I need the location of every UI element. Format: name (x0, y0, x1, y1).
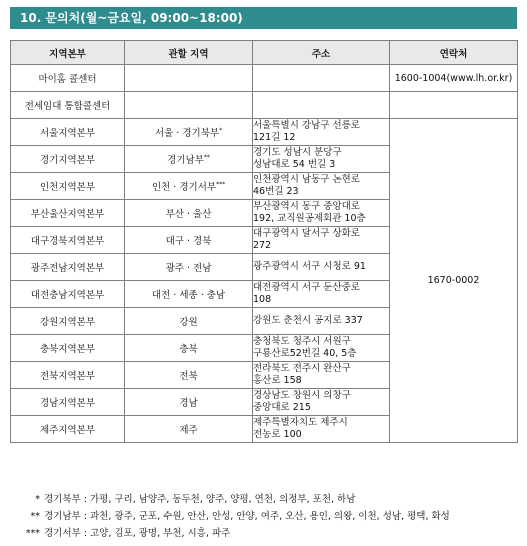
cell-address (253, 65, 390, 92)
cell-region: 전북지역본부 (11, 362, 125, 389)
area-text: 부산 · 울산 (165, 209, 212, 220)
cell-region: 경남지역본부 (11, 389, 125, 416)
area-text: 대구 · 경북 (165, 236, 212, 247)
area-text: 서울 · 경기북부 (154, 128, 220, 139)
section-title: 10. 문의처(월~금요일, 09:00~18:00) (10, 7, 517, 29)
cell-address: 충청북도 청주시 서원구 구룡산로52번길 40, 5층 (253, 335, 390, 362)
cell-address: 대구광역시 달서구 상화로 272 (253, 227, 390, 254)
cell-region: 광주전남지역본부 (11, 254, 125, 281)
cell-phone: 1600-1004(www.lh.or.kr) (390, 65, 518, 92)
area-text: 경남 (179, 398, 198, 409)
area-text: 경기남부 (167, 155, 204, 166)
footnote-mark: ** (30, 511, 40, 522)
cell-region: 마이홈 콜센터 (11, 65, 125, 92)
footnote-text: : 과천, 광주, 군포, 수원, 안산, 안성, 안양, 여주, 오산, 용인, 의왕, 이천, 성남, 평택, 화성 (83, 511, 450, 522)
cell-address: 서울특별시 강남구 선릉로 121길 12 (253, 119, 390, 146)
footnote-mark: ** (203, 153, 210, 161)
footnote-row (10, 508, 517, 525)
table-header-row (11, 41, 518, 65)
area-text: 광주 · 전남 (165, 263, 212, 274)
cell-address: 경기도 성남시 분당구 성남대로 54 번길 3 (253, 146, 390, 173)
footnote-mark: *** (25, 528, 40, 539)
footnote-label: 경기북부 (44, 494, 81, 505)
area-text: 충북 (179, 344, 198, 355)
footnote-row (10, 525, 517, 542)
footnotes (10, 491, 517, 542)
cell-area (125, 335, 253, 362)
footnote-mark: * (219, 126, 223, 134)
cell-region: 경기지역본부 (11, 146, 125, 173)
cell-address: 경상남도 창원시 의창구 중앙대로 215 (253, 389, 390, 416)
cell-address: 제주특별자치도 제주시 전농로 100 (253, 416, 390, 443)
footnote-text: : 고양, 김포, 광명, 부천, 시흥, 파주 (83, 528, 231, 539)
cell-area (125, 92, 253, 119)
cell-region: 대구경북지역본부 (11, 227, 125, 254)
footnote-mark: * (35, 494, 40, 505)
cell-area (125, 200, 253, 227)
header-region: 지역본부 (11, 41, 125, 65)
header-phone: 연락처 (390, 41, 518, 65)
cell-area (125, 389, 253, 416)
cell-area (125, 308, 253, 335)
footnote-label: 경기서부 (44, 528, 81, 539)
cell-region: 강원지역본부 (11, 308, 125, 335)
table-row (11, 65, 518, 92)
area-text: 제주 (179, 425, 198, 436)
cell-address: 대전광역시 서구 둔산중로 108 (253, 281, 390, 308)
footnote-label: 경기남부 (44, 511, 81, 522)
cell-address: 부산광역시 동구 중앙대로 192, 교직원공제회관 10층 (253, 200, 390, 227)
cell-area (125, 416, 253, 443)
cell-address: 광주광역시 서구 시청로 91 (253, 254, 390, 281)
table-row (11, 119, 518, 146)
cell-region: 충북지역본부 (11, 335, 125, 362)
table-row (11, 92, 518, 119)
cell-area (125, 227, 253, 254)
cell-area (125, 146, 253, 173)
area-text: 강원 (179, 317, 198, 328)
cell-area (125, 119, 253, 146)
cell-area (125, 362, 253, 389)
cell-address: 인천광역시 남동구 논현로 46번길 23 (253, 173, 390, 200)
cell-region: 서울지역본부 (11, 119, 125, 146)
header-area: 관할 지역 (125, 41, 253, 65)
cell-address: 강원도 춘천시 공지로 337 (253, 308, 390, 335)
cell-region: 인천지역본부 (11, 173, 125, 200)
cell-area (125, 254, 253, 281)
area-text: 대전 · 세종 · 충남 (151, 290, 226, 301)
contact-table (10, 40, 518, 443)
cell-area (125, 173, 253, 200)
cell-area (125, 65, 253, 92)
cell-shared-phone: 1670-0002 (390, 119, 518, 443)
cell-region: 대전충남지역본부 (11, 281, 125, 308)
table-body (11, 65, 518, 443)
footnote-row (10, 491, 517, 508)
cell-area (125, 281, 253, 308)
area-text: 인천 · 경기서부 (151, 182, 217, 193)
cell-region: 전세임대 통합콜센터 (11, 92, 125, 119)
cell-address: 전라북도 전주시 완산구 홍산로 158 (253, 362, 390, 389)
header-address: 주소 (253, 41, 390, 65)
cell-region: 제주지역본부 (11, 416, 125, 443)
cell-address (253, 92, 390, 119)
cell-phone (390, 92, 518, 119)
footnote-text: : 가평, 구리, 남양주, 동두천, 양주, 양평, 연천, 의정부, 포천, 하남 (83, 494, 356, 505)
cell-region: 부산울산지역본부 (11, 200, 125, 227)
area-text: 전북 (179, 371, 198, 382)
footnote-mark: *** (216, 180, 226, 188)
